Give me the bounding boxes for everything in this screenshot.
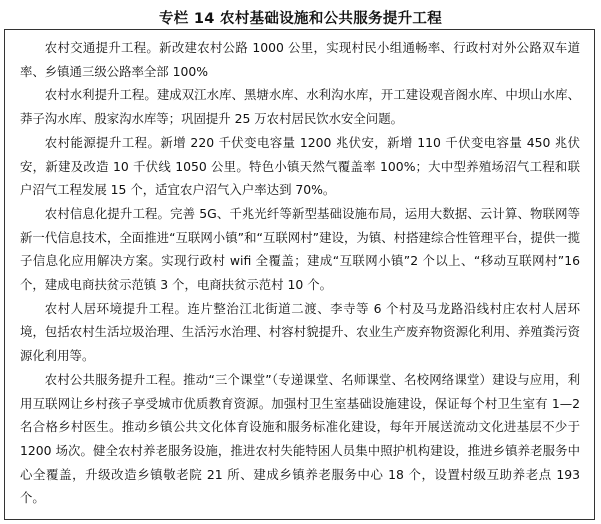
paragraph-rural-energy: 农村能源提升工程。新增 220 千伏变电容量 1200 兆伏安，新增 110 千伏变电容量 450 兆伏安，新建及改造 10 千伏线 1050 公里。特色小镇天然气覆盖率 100%；大中型养殖场沼气工程和联户沼气工程发展 15 个，适宜农户沼气入户率达到 70%。 — [20, 134, 580, 198]
column-title: 专栏 14 农村基础设施和公共服务提升工程 — [158, 11, 443, 27]
paragraph-rural-water: 农村水利提升工程。建成双江水库、黑塘水库、水利沟水库，开工建设观音阁水库、中坝山水库、莽子沟水库、殷家沟水库等；巩固提升 25 万农村居民饮水安全问题。 — [20, 87, 580, 127]
paragraph-rural-public-service: 农村公共服务提升工程。推动“三个课堂”（专递课堂、名师课堂、名校网络课堂）建设与应用，利用互联网让乡村孩子享受城市优质教育资源。加强村卫生室基础设施建设，保证每个村卫生室有 1—2 名合格乡村医生。推动乡镇公共文化体育设施和服务标准化建设，每年开展送流动文化进基层不少于 1200 场次。健全农村养老服务设施，推进农村失能特困人员集中照护机构建设，推进乡镇养老服务中心全覆盖，升级改造乡镇敬老院 21 所、建成乡镇养老服务中心 18 个，设置村级互助养老点 193 个。 — [20, 371, 580, 506]
column-content-box — [4, 29, 595, 520]
paragraph-rural-living-environment: 农村人居环境提升工程。连片整治江北街道二渡、李寺等 6 个村及马龙路沿线村庄农村人居环境，包括农村生活垃圾治理、生活污水治理、村容村貌提升、农业生产废弃物资源化利用、养殖粪污资源化利用等。 — [20, 300, 580, 364]
paragraph-rural-informatization: 农村信息化提升工程。完善 5G、千兆光纤等新型基础设施布局，运用大数据、云计算、物联网等新一代信息技术，全面推进“互联网小镇”和“互联网村”建设，为镇、村搭建综合性管理平台，提供一揽子信息化应用解决方案。实现行政村 wifi 全覆盖；建成“互联网小镇”2 个以上、“移动互联网村”16 个，建成电商扶贫示范镇 3 个，电商扶贫示范村 10 个。 — [20, 205, 580, 293]
paragraph-rural-transport: 农村交通提升工程。新改建农村公路 1000 公里，实现村民小组通畅率、行政村对外公路双车道率、乡镇通三级公路率全部 100% — [20, 40, 580, 79]
